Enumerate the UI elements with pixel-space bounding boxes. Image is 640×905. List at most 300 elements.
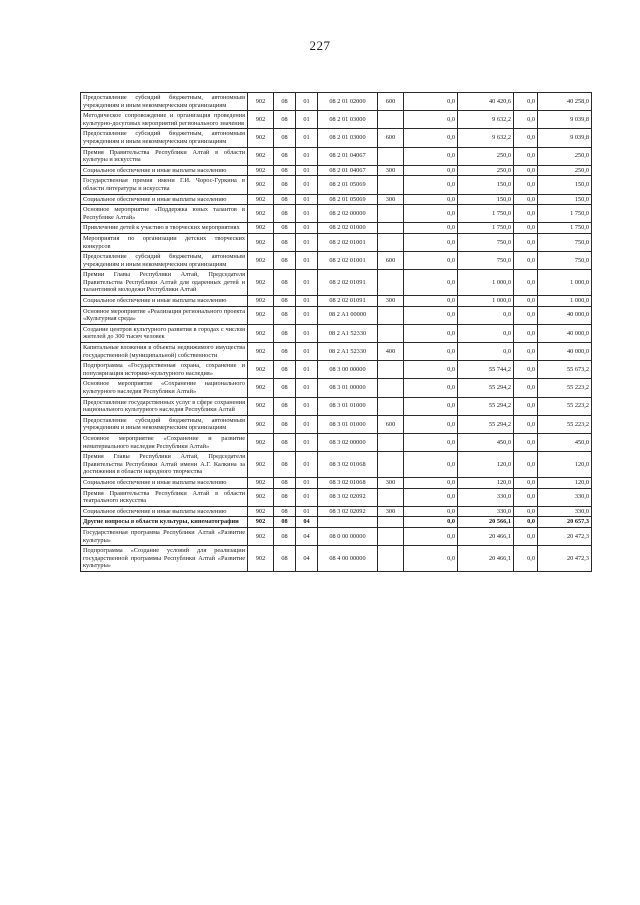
row-expense-type: 300: [378, 506, 404, 517]
row-grbs: 902: [248, 379, 274, 397]
row-name: Премия Главы Республики Алтай, Председателя Правительства Республики Алтай имени А.Г. Калкина за достижения в области народного творчества: [81, 452, 248, 478]
row-value-3: 0,0: [514, 379, 538, 397]
table-row: [81, 111, 592, 129]
row-expense-type: [378, 517, 404, 528]
row-value-4: 40 000,0: [538, 324, 592, 342]
row-grbs: 902: [248, 397, 274, 415]
row-section: 08: [274, 205, 296, 223]
row-subsection: 04: [296, 527, 318, 545]
row-value-3: 0,0: [514, 477, 538, 488]
row-subsection: 01: [296, 176, 318, 194]
row-target-article: 08 0 00 00000: [318, 527, 378, 545]
row-value-2: 20 566,1: [458, 517, 514, 528]
table-row: [81, 194, 592, 205]
row-name: Основное мероприятие «Поддержка юных талантов в Республике Алтай»: [81, 205, 248, 223]
row-subsection: 01: [296, 233, 318, 251]
row-value-4: 250,0: [538, 147, 592, 165]
table-row: [81, 527, 592, 545]
row-value-1: 0,0: [404, 546, 458, 572]
row-subsection: 01: [296, 93, 318, 111]
row-value-4: 40 000,0: [538, 306, 592, 324]
row-value-1: 0,0: [404, 129, 458, 147]
row-grbs: 902: [248, 129, 274, 147]
row-subsection: 01: [296, 306, 318, 324]
row-grbs: 902: [248, 205, 274, 223]
row-target-article: 08 2 01 03000: [318, 111, 378, 129]
row-name: Подпрограмма «Создание условий для реализации государственной программы Республики Алтай «Развитие культуры»: [81, 546, 248, 572]
row-expense-type: [378, 361, 404, 379]
row-value-2: 0,0: [458, 306, 514, 324]
row-grbs: 902: [248, 361, 274, 379]
row-grbs: 902: [248, 93, 274, 111]
row-target-article: 08 3 01 00000: [318, 379, 378, 397]
row-target-article: 08 2 01 05069: [318, 194, 378, 205]
row-expense-type: [378, 223, 404, 234]
row-section: 08: [274, 433, 296, 451]
row-value-3: 0,0: [514, 270, 538, 296]
row-grbs: 902: [248, 546, 274, 572]
row-target-article: 08 2 02 01001: [318, 252, 378, 270]
row-name: Основное мероприятие «Сохранение национального культурного наследия Республики Алтай»: [81, 379, 248, 397]
row-section: 08: [274, 517, 296, 528]
row-target-article: 08 2 02 01091: [318, 270, 378, 296]
row-section: 08: [274, 477, 296, 488]
row-name: Социальное обеспечение и иные выплаты населению: [81, 477, 248, 488]
row-section: 08: [274, 147, 296, 165]
row-target-article: 08 2 02 00000: [318, 205, 378, 223]
row-value-2: 750,0: [458, 252, 514, 270]
row-subsection: 01: [296, 129, 318, 147]
row-grbs: 902: [248, 517, 274, 528]
row-value-3: 0,0: [514, 111, 538, 129]
row-name: Создание центров культурного развития в городах с числом жителей до 300 тысяч человек: [81, 324, 248, 342]
row-value-2: 1 750,0: [458, 223, 514, 234]
row-value-4: 55 223,2: [538, 379, 592, 397]
row-value-3: 0,0: [514, 361, 538, 379]
row-section: 08: [274, 379, 296, 397]
row-value-3: 0,0: [514, 343, 538, 361]
row-value-4: 9 039,8: [538, 111, 592, 129]
row-name: Государственная программа Республики Алтай «Развитие культуры»: [81, 527, 248, 545]
row-section: 08: [274, 488, 296, 506]
row-value-3: 0,0: [514, 397, 538, 415]
row-expense-type: [378, 147, 404, 165]
row-value-1: 0,0: [404, 361, 458, 379]
row-value-3: 0,0: [514, 176, 538, 194]
row-target-article: 08 2 01 03000: [318, 129, 378, 147]
row-grbs: 902: [248, 111, 274, 129]
row-value-1: 0,0: [404, 506, 458, 517]
row-value-2: 9 632,2: [458, 129, 514, 147]
row-value-2: 55 294,2: [458, 415, 514, 433]
row-value-4: 330,0: [538, 488, 592, 506]
row-value-1: 0,0: [404, 205, 458, 223]
row-target-article: 08 2 02 01091: [318, 296, 378, 307]
row-name: Государственная премия имени Г.И. Чорос-Гуркина в области литературы и искусства: [81, 176, 248, 194]
row-value-2: 20 466,1: [458, 527, 514, 545]
table-row: [81, 223, 592, 234]
row-value-1: 0,0: [404, 397, 458, 415]
row-value-4: 20 657,3: [538, 517, 592, 528]
row-value-2: 330,0: [458, 506, 514, 517]
row-section: 08: [274, 527, 296, 545]
row-name: Основное мероприятие «Сохранение и развитие нематериального наследия Республики Алтай»: [81, 433, 248, 451]
row-name: Премии Главы Республики Алтай, Председателя Правительства Республики Алтай для одаренных детей и талантливой молодежи Республики Алтай: [81, 270, 248, 296]
row-section: 08: [274, 415, 296, 433]
row-expense-type: [378, 111, 404, 129]
row-grbs: 902: [248, 488, 274, 506]
table-row: [81, 546, 592, 572]
row-expense-type: [378, 306, 404, 324]
row-target-article: 08 3 02 01068: [318, 452, 378, 478]
row-expense-type: [378, 176, 404, 194]
row-value-2: 55 744,2: [458, 361, 514, 379]
row-value-4: 150,0: [538, 176, 592, 194]
row-grbs: 902: [248, 296, 274, 307]
table-row: [81, 129, 592, 147]
row-subsection: 01: [296, 296, 318, 307]
row-section: 08: [274, 223, 296, 234]
row-target-article: 08 3 02 01068: [318, 477, 378, 488]
row-grbs: 902: [248, 433, 274, 451]
row-value-3: 0,0: [514, 546, 538, 572]
row-value-4: 9 039,8: [538, 129, 592, 147]
table-row: [81, 415, 592, 433]
row-name: Методическое сопровождение и организация проведения культурно-досуговых мероприятий регионального значения: [81, 111, 248, 129]
row-value-1: 0,0: [404, 477, 458, 488]
row-value-1: 0,0: [404, 306, 458, 324]
row-name: Социальное обеспечение и иные выплаты населению: [81, 165, 248, 176]
row-subsection: 01: [296, 165, 318, 176]
row-value-2: 1 000,0: [458, 296, 514, 307]
row-expense-type: 600: [378, 415, 404, 433]
row-value-1: 0,0: [404, 324, 458, 342]
row-subsection: 01: [296, 506, 318, 517]
row-grbs: 902: [248, 324, 274, 342]
row-target-article: 08 2 01 04067: [318, 147, 378, 165]
row-name: Предоставление субсидий бюджетным, автономным учреждениям и иным некоммерческим организациям: [81, 93, 248, 111]
table-row: [81, 506, 592, 517]
row-value-1: 0,0: [404, 488, 458, 506]
row-grbs: 902: [248, 306, 274, 324]
row-name: Подпрограмма «Государственная охрана, сохранение и популяризация историко-культурного наследия»: [81, 361, 248, 379]
table-row: [81, 296, 592, 307]
row-subsection: 01: [296, 223, 318, 234]
row-value-3: 0,0: [514, 517, 538, 528]
row-grbs: 902: [248, 270, 274, 296]
row-value-2: 450,0: [458, 433, 514, 451]
row-expense-type: 600: [378, 252, 404, 270]
row-value-4: 20 472,3: [538, 527, 592, 545]
row-section: 08: [274, 194, 296, 205]
row-target-article: 08 2 01 02000: [318, 93, 378, 111]
row-target-article: 08 2 02 01001: [318, 233, 378, 251]
row-subsection: 01: [296, 252, 318, 270]
table-row: [81, 324, 592, 342]
row-value-1: 0,0: [404, 296, 458, 307]
row-grbs: 902: [248, 477, 274, 488]
row-subsection: 01: [296, 433, 318, 451]
row-expense-type: [378, 546, 404, 572]
row-name: Социальное обеспечение и иные выплаты населению: [81, 506, 248, 517]
row-value-2: 750,0: [458, 233, 514, 251]
row-section: 08: [274, 176, 296, 194]
row-value-3: 0,0: [514, 415, 538, 433]
table-row: [81, 165, 592, 176]
row-value-4: 150,0: [538, 194, 592, 205]
row-name: Капитальные вложения в объекты недвижимого имущества государственной (муниципальной) собственности: [81, 343, 248, 361]
row-grbs: 902: [248, 194, 274, 205]
row-expense-type: [378, 488, 404, 506]
row-value-3: 0,0: [514, 324, 538, 342]
row-value-4: 750,0: [538, 252, 592, 270]
row-grbs: 902: [248, 506, 274, 517]
row-subsection: 01: [296, 111, 318, 129]
row-expense-type: [378, 397, 404, 415]
row-value-4: 120,0: [538, 452, 592, 478]
table-row: [81, 306, 592, 324]
row-expense-type: [378, 270, 404, 296]
table-row: [81, 147, 592, 165]
row-value-1: 0,0: [404, 165, 458, 176]
row-target-article: [318, 517, 378, 528]
row-value-2: 0,0: [458, 324, 514, 342]
table-row: [81, 477, 592, 488]
row-target-article: 08 3 02 02092: [318, 488, 378, 506]
row-target-article: 08 3 01 01000: [318, 397, 378, 415]
row-grbs: 902: [248, 252, 274, 270]
row-name: Привлечение детей к участию в творческих мероприятиях: [81, 223, 248, 234]
row-value-1: 0,0: [404, 176, 458, 194]
row-value-3: 0,0: [514, 306, 538, 324]
row-value-4: 450,0: [538, 433, 592, 451]
table-row: [81, 379, 592, 397]
row-name: Другие вопросы в области культуры, кинематографии: [81, 517, 248, 528]
row-section: 08: [274, 296, 296, 307]
row-subsection: 01: [296, 194, 318, 205]
row-expense-type: 300: [378, 165, 404, 176]
row-value-3: 0,0: [514, 488, 538, 506]
table-row: [81, 205, 592, 223]
row-grbs: 902: [248, 527, 274, 545]
table-row: [81, 397, 592, 415]
row-subsection: 01: [296, 361, 318, 379]
row-section: 08: [274, 111, 296, 129]
row-value-2: 1 000,0: [458, 270, 514, 296]
row-subsection: 01: [296, 343, 318, 361]
row-expense-type: [378, 452, 404, 478]
row-value-2: 0,0: [458, 343, 514, 361]
row-name: Мероприятия по организации детских творческих конкурсов: [81, 233, 248, 251]
row-subsection: 01: [296, 205, 318, 223]
row-value-2: 120,0: [458, 452, 514, 478]
row-value-3: 0,0: [514, 165, 538, 176]
row-grbs: 902: [248, 233, 274, 251]
row-value-4: 55 223,2: [538, 397, 592, 415]
row-expense-type: [378, 433, 404, 451]
row-grbs: 902: [248, 415, 274, 433]
table-row: [81, 517, 592, 528]
table-row: [81, 361, 592, 379]
row-value-3: 0,0: [514, 506, 538, 517]
row-value-3: 0,0: [514, 129, 538, 147]
row-target-article: 08 3 02 02092: [318, 506, 378, 517]
row-value-1: 0,0: [404, 415, 458, 433]
row-value-3: 0,0: [514, 233, 538, 251]
row-section: 08: [274, 93, 296, 111]
row-value-3: 0,0: [514, 527, 538, 545]
table-row: [81, 233, 592, 251]
row-grbs: 902: [248, 223, 274, 234]
row-target-article: 08 2 A1 52330: [318, 343, 378, 361]
row-value-4: 250,0: [538, 165, 592, 176]
row-subsection: 01: [296, 488, 318, 506]
row-subsection: 01: [296, 324, 318, 342]
row-section: 08: [274, 129, 296, 147]
row-value-1: 0,0: [404, 93, 458, 111]
row-value-2: 9 632,2: [458, 111, 514, 129]
row-value-1: 0,0: [404, 343, 458, 361]
row-value-2: 20 466,1: [458, 546, 514, 572]
row-section: 08: [274, 165, 296, 176]
table-row: [81, 488, 592, 506]
row-value-3: 0,0: [514, 433, 538, 451]
table-row: [81, 270, 592, 296]
row-expense-type: 600: [378, 129, 404, 147]
page-number: 227: [309, 38, 331, 53]
row-value-1: 0,0: [404, 270, 458, 296]
row-value-1: 0,0: [404, 111, 458, 129]
row-value-1: 0,0: [404, 233, 458, 251]
row-value-4: 1 000,0: [538, 270, 592, 296]
row-target-article: 08 3 00 00000: [318, 361, 378, 379]
row-section: 08: [274, 343, 296, 361]
row-expense-type: [378, 324, 404, 342]
row-value-4: 1 750,0: [538, 205, 592, 223]
row-name: Предоставление субсидий бюджетным, автономным учреждениям и иным некоммерческим организациям: [81, 129, 248, 147]
row-target-article: 08 2 A1 00000: [318, 306, 378, 324]
row-value-3: 0,0: [514, 205, 538, 223]
row-value-2: 250,0: [458, 147, 514, 165]
row-value-1: 0,0: [404, 433, 458, 451]
row-section: 08: [274, 306, 296, 324]
row-expense-type: 400: [378, 343, 404, 361]
row-value-2: 330,0: [458, 488, 514, 506]
row-value-3: 0,0: [514, 252, 538, 270]
row-expense-type: 600: [378, 93, 404, 111]
row-target-article: 08 2 A1 52330: [318, 324, 378, 342]
row-section: 08: [274, 361, 296, 379]
row-grbs: 902: [248, 165, 274, 176]
row-value-1: 0,0: [404, 517, 458, 528]
row-expense-type: 300: [378, 296, 404, 307]
row-name: Социальное обеспечение и иные выплаты населению: [81, 296, 248, 307]
row-section: 08: [274, 324, 296, 342]
row-section: 08: [274, 397, 296, 415]
row-value-1: 0,0: [404, 252, 458, 270]
row-value-4: 120,0: [538, 477, 592, 488]
row-value-1: 0,0: [404, 194, 458, 205]
row-expense-type: [378, 233, 404, 251]
row-target-article: 08 4 00 00000: [318, 546, 378, 572]
row-section: 08: [274, 270, 296, 296]
row-value-2: 40 420,6: [458, 93, 514, 111]
row-value-3: 0,0: [514, 194, 538, 205]
row-name: Предоставление субсидий бюджетным, автономным учреждениям и иным некоммерческим организациям: [81, 415, 248, 433]
row-subsection: 01: [296, 452, 318, 478]
row-value-4: 55 673,2: [538, 361, 592, 379]
budget-table: [80, 92, 592, 572]
row-value-2: 150,0: [458, 176, 514, 194]
row-value-1: 0,0: [404, 223, 458, 234]
row-value-2: 1 750,0: [458, 205, 514, 223]
row-target-article: 08 3 01 01000: [318, 415, 378, 433]
row-section: 08: [274, 506, 296, 517]
row-value-1: 0,0: [404, 527, 458, 545]
row-name: Предоставление субсидий бюджетным, автономным учреждениям и иным некоммерческим организациям: [81, 252, 248, 270]
row-subsection: 01: [296, 397, 318, 415]
row-subsection: 01: [296, 415, 318, 433]
row-subsection: 01: [296, 270, 318, 296]
table-row: [81, 93, 592, 111]
row-value-2: 150,0: [458, 194, 514, 205]
row-value-4: 750,0: [538, 233, 592, 251]
row-value-4: 20 472,3: [538, 546, 592, 572]
row-value-2: 55 294,2: [458, 379, 514, 397]
row-expense-type: [378, 527, 404, 545]
row-grbs: 902: [248, 147, 274, 165]
row-value-3: 0,0: [514, 147, 538, 165]
row-value-3: 0,0: [514, 452, 538, 478]
row-section: 08: [274, 452, 296, 478]
row-target-article: 08 2 01 04067: [318, 165, 378, 176]
row-name: Премия Правительства Республики Алтай в области культуры и искусства: [81, 147, 248, 165]
row-target-article: 08 2 02 01000: [318, 223, 378, 234]
row-section: 08: [274, 252, 296, 270]
table-row: [81, 452, 592, 478]
table-row: [81, 433, 592, 451]
row-value-1: 0,0: [404, 452, 458, 478]
row-section: 08: [274, 233, 296, 251]
row-value-2: 55 294,2: [458, 397, 514, 415]
row-grbs: 902: [248, 343, 274, 361]
row-grbs: 902: [248, 452, 274, 478]
row-value-4: 1 750,0: [538, 223, 592, 234]
row-value-1: 0,0: [404, 379, 458, 397]
row-expense-type: 300: [378, 477, 404, 488]
table-row: [81, 343, 592, 361]
table-row: [81, 176, 592, 194]
row-value-2: 120,0: [458, 477, 514, 488]
row-value-4: 55 223,2: [538, 415, 592, 433]
row-section: 08: [274, 546, 296, 572]
row-target-article: 08 2 01 05069: [318, 176, 378, 194]
row-subsection: 04: [296, 517, 318, 528]
row-value-4: 1 000,0: [538, 296, 592, 307]
row-name: Предоставление государственных услуг в сфере сохранения национального культурного наследия Республики Алтай: [81, 397, 248, 415]
row-subsection: 01: [296, 477, 318, 488]
table-row: [81, 252, 592, 270]
row-expense-type: [378, 379, 404, 397]
row-expense-type: 300: [378, 194, 404, 205]
row-value-3: 0,0: [514, 296, 538, 307]
row-value-1: 0,0: [404, 147, 458, 165]
row-value-2: 250,0: [458, 165, 514, 176]
row-expense-type: [378, 205, 404, 223]
row-name: Социальное обеспечение и иные выплаты населению: [81, 194, 248, 205]
row-value-4: 330,0: [538, 506, 592, 517]
row-grbs: 902: [248, 176, 274, 194]
